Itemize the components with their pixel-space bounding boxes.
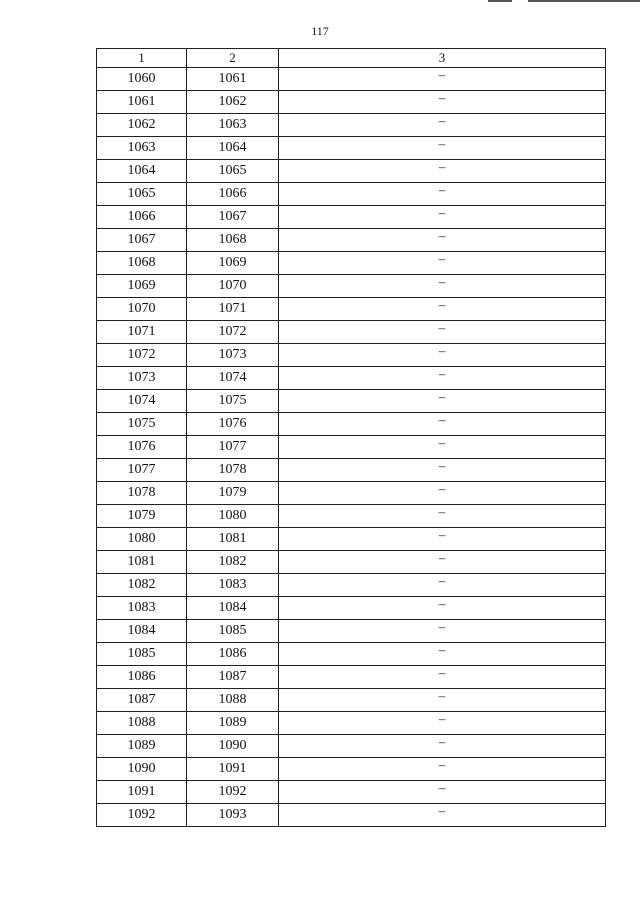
table-cell-col-3: –: [279, 321, 606, 344]
scan-edge-mark: [528, 0, 640, 2]
table-row: [97, 206, 606, 229]
table-cell-col-1: 1068: [97, 252, 187, 275]
page-number: 117: [311, 24, 329, 38]
table-cell-col-1: 1070: [97, 298, 187, 321]
table-cell-col-3: –: [279, 252, 606, 275]
table-cell-col-3: –: [279, 620, 606, 643]
table-cell-col-1: 1064: [97, 160, 187, 183]
table-cell-col-3: –: [279, 574, 606, 597]
table-cell-col-1: 1092: [97, 804, 187, 827]
table-row: [97, 804, 606, 827]
table-cell-col-2: 1075: [187, 390, 279, 413]
table-row: [97, 321, 606, 344]
table-cell-col-1: 1087: [97, 689, 187, 712]
table-cell-col-3: –: [279, 183, 606, 206]
table-cell-col-1: 1079: [97, 505, 187, 528]
table-cell-col-3: –: [279, 551, 606, 574]
table-cell-col-1: 1062: [97, 114, 187, 137]
table-row: [97, 68, 606, 91]
table-row: [97, 643, 606, 666]
table-cell-col-2: 1081: [187, 528, 279, 551]
table-cell-col-2: 1065: [187, 160, 279, 183]
table-cell-col-2: 1061: [187, 68, 279, 91]
table-row: [97, 528, 606, 551]
table-cell-col-2: 1093: [187, 804, 279, 827]
table-cell-col-2: 1087: [187, 666, 279, 689]
table-cell-col-2: 1064: [187, 137, 279, 160]
table-cell-col-3: –: [279, 482, 606, 505]
table-cell-col-3: –: [279, 758, 606, 781]
table-cell-col-1: 1071: [97, 321, 187, 344]
table-cell-col-3: –: [279, 505, 606, 528]
table-cell-col-1: 1073: [97, 367, 187, 390]
table-cell-col-2: 1084: [187, 597, 279, 620]
table-cell-col-1: 1089: [97, 735, 187, 758]
table-row: [97, 229, 606, 252]
table-cell-col-1: 1075: [97, 413, 187, 436]
table-cell-col-2: 1090: [187, 735, 279, 758]
table-cell-col-3: –: [279, 804, 606, 827]
table-cell-col-3: –: [279, 781, 606, 804]
table-cell-col-3: –: [279, 68, 606, 91]
table-row: [97, 344, 606, 367]
table-row: [97, 436, 606, 459]
table-cell-col-1: 1082: [97, 574, 187, 597]
table-cell-col-3: –: [279, 459, 606, 482]
table-cell-col-1: 1061: [97, 91, 187, 114]
table-cell-col-1: 1072: [97, 344, 187, 367]
table-row: [97, 275, 606, 298]
table-cell-col-3: –: [279, 137, 606, 160]
table-cell-col-1: 1074: [97, 390, 187, 413]
table-row: [97, 160, 606, 183]
table-cell-col-2: 1089: [187, 712, 279, 735]
table-cell-col-3: –: [279, 712, 606, 735]
table-cell-col-3: –: [279, 367, 606, 390]
table-row: [97, 620, 606, 643]
table-row: [97, 252, 606, 275]
table-row: [97, 459, 606, 482]
table-cell-col-2: 1088: [187, 689, 279, 712]
table-header: [97, 49, 606, 68]
table-cell-col-2: 1062: [187, 91, 279, 114]
table-cell-col-2: 1071: [187, 298, 279, 321]
table-row: [97, 367, 606, 390]
table-cell-col-1: 1067: [97, 229, 187, 252]
header-row: [97, 49, 606, 68]
table-cell-col-1: 1063: [97, 137, 187, 160]
table-cell-col-1: 1091: [97, 781, 187, 804]
table-cell-col-1: 1085: [97, 643, 187, 666]
table-cell-col-3: –: [279, 275, 606, 298]
table-cell-col-1: 1066: [97, 206, 187, 229]
table-cell-col-1: 1069: [97, 275, 187, 298]
table-cell-col-1: 1088: [97, 712, 187, 735]
table-cell-col-1: 1080: [97, 528, 187, 551]
table-cell-col-2: 1066: [187, 183, 279, 206]
table-cell-col-3: –: [279, 735, 606, 758]
column-header-2: 2: [187, 49, 279, 68]
table-cell-col-3: –: [279, 344, 606, 367]
table-cell-col-2: 1085: [187, 620, 279, 643]
table-row: [97, 689, 606, 712]
table-row: [97, 666, 606, 689]
table-row: [97, 137, 606, 160]
table-row: [97, 482, 606, 505]
table-cell-col-2: 1067: [187, 206, 279, 229]
table-cell-col-3: –: [279, 436, 606, 459]
table-cell-col-1: 1090: [97, 758, 187, 781]
table-row: [97, 183, 606, 206]
table-cell-col-3: –: [279, 528, 606, 551]
table-row: [97, 781, 606, 804]
table-row: [97, 735, 606, 758]
table-row: [97, 574, 606, 597]
table-row: [97, 114, 606, 137]
table-row: [97, 551, 606, 574]
table-cell-col-1: 1077: [97, 459, 187, 482]
table-cell-col-1: 1076: [97, 436, 187, 459]
table-cell-col-2: 1070: [187, 275, 279, 298]
table-cell-col-3: –: [279, 689, 606, 712]
table-row: [97, 758, 606, 781]
table-cell-col-3: –: [279, 114, 606, 137]
table-cell-col-2: 1074: [187, 367, 279, 390]
column-header-3: 3: [279, 49, 606, 68]
table-cell-col-2: 1076: [187, 413, 279, 436]
table-row: [97, 597, 606, 620]
table-cell-col-1: 1078: [97, 482, 187, 505]
table-cell-col-1: 1081: [97, 551, 187, 574]
table-row: [97, 712, 606, 735]
table-cell-col-2: 1078: [187, 459, 279, 482]
table-cell-col-3: –: [279, 91, 606, 114]
table-cell-col-3: –: [279, 390, 606, 413]
table-cell-col-1: 1083: [97, 597, 187, 620]
table-row: [97, 298, 606, 321]
table-cell-col-2: 1080: [187, 505, 279, 528]
table-cell-col-2: 1091: [187, 758, 279, 781]
table-cell-col-3: –: [279, 298, 606, 321]
table-cell-col-2: 1072: [187, 321, 279, 344]
table-cell-col-1: 1065: [97, 183, 187, 206]
table-row: [97, 91, 606, 114]
table-cell-col-3: –: [279, 597, 606, 620]
table-cell-col-1: 1086: [97, 666, 187, 689]
table-cell-col-3: –: [279, 413, 606, 436]
table-cell-col-2: 1082: [187, 551, 279, 574]
table-cell-col-2: 1069: [187, 252, 279, 275]
table-cell-col-2: 1077: [187, 436, 279, 459]
table-row: [97, 505, 606, 528]
table-cell-col-3: –: [279, 206, 606, 229]
table-cell-col-2: 1086: [187, 643, 279, 666]
table-cell-col-2: 1068: [187, 229, 279, 252]
table-cell-col-3: –: [279, 643, 606, 666]
table-cell-col-3: –: [279, 229, 606, 252]
table-cell-col-2: 1063: [187, 114, 279, 137]
table-cell-col-2: 1073: [187, 344, 279, 367]
table-cell-col-1: 1084: [97, 620, 187, 643]
table-cell-col-3: –: [279, 160, 606, 183]
table-cell-col-1: 1060: [97, 68, 187, 91]
table-cell-col-2: 1092: [187, 781, 279, 804]
table-cell-col-2: 1079: [187, 482, 279, 505]
table-body: [97, 68, 606, 827]
table-row: [97, 390, 606, 413]
table-cell-col-3: –: [279, 666, 606, 689]
table-cell-col-2: 1083: [187, 574, 279, 597]
data-table: [96, 48, 606, 827]
scan-edge-mark: [488, 0, 512, 2]
column-header-1: 1: [97, 49, 187, 68]
table-row: [97, 413, 606, 436]
